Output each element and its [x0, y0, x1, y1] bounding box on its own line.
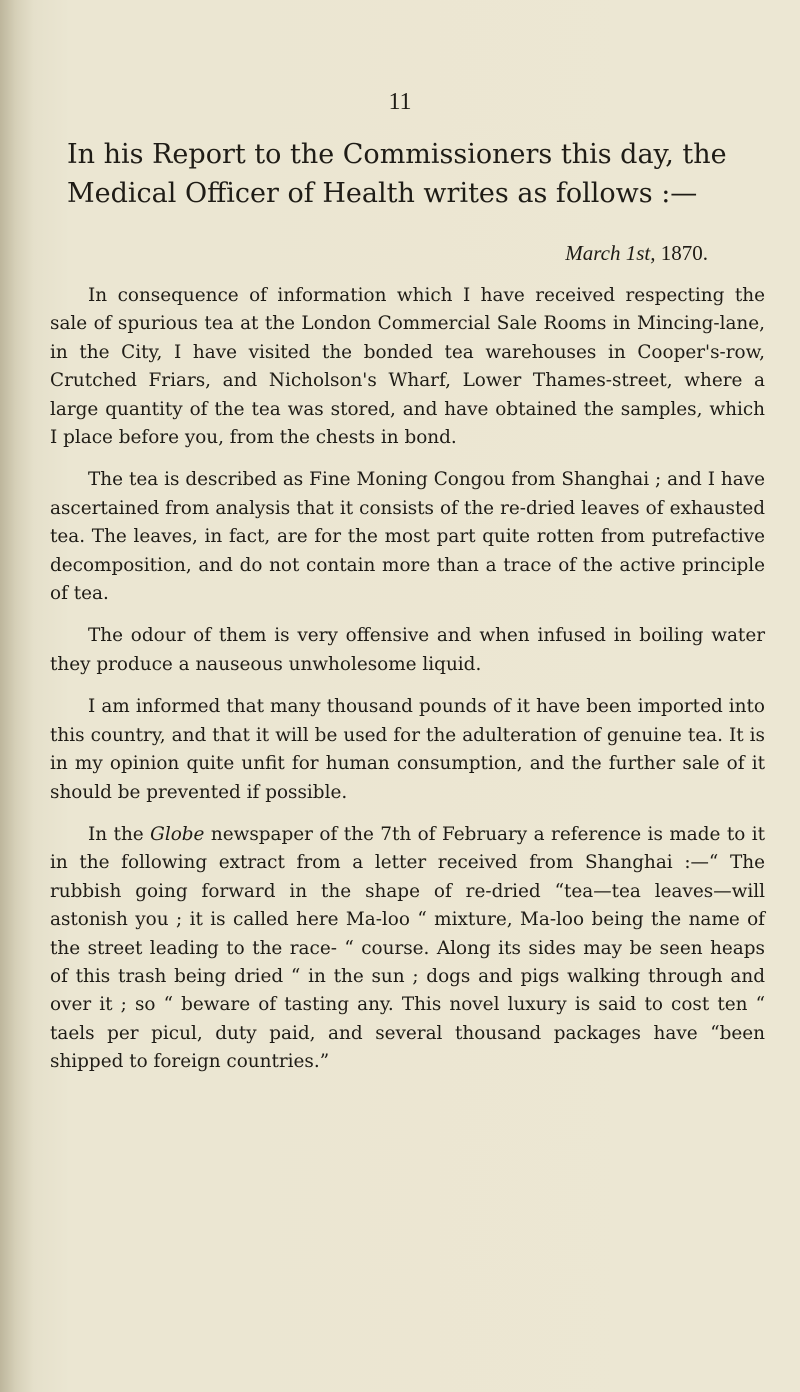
dateline-year: 1870.: [660, 241, 708, 265]
globe-newspaper-name: Globe: [150, 823, 205, 845]
globe-extract-paragraph: [50, 821, 765, 1077]
page-number: 11: [388, 89, 412, 115]
report-body: [50, 282, 765, 1091]
intro-heading: In his Report to the Commissioners this day, the Medical Officer of Health writes as follows :—: [67, 139, 727, 209]
dateline-month-day: March 1st,: [565, 241, 656, 265]
dateline: [565, 241, 708, 266]
globe-before: In the: [88, 823, 151, 845]
paragraph: The odour of them is very offensive and when infused in boiling water they produce a nauseous unwholesome liquid.: [50, 625, 765, 675]
paragraph: In consequence of information which I have received respecting the sale of spurious tea at the London Commercial Sale Rooms in Mincing-lane, in the City, I have visited the bonded tea warehouses in Cooper's-row, Crutched Friars, and Nicholson's Wharf, Lower Thames-street, where a large quantity of the tea was stored, and have obtained the samples, which I place before you, from the chests in bond.: [50, 285, 765, 449]
globe-after: newspaper of the 7th of February a reference is made to it in the following extract from a letter received from Shanghai :—“ The rubbish going forward in the shape of re-dried “tea—tea leaves—will astonish you ; it is called here Ma-loo “ mixture, Ma-loo being the name of the street leading to the race- “ course. Along its sides may be seen heaps of this trash being dried “ in the sun ; dogs and pigs walking through and over it ; so “ beware of tasting any. This novel luxury is said to cost ten “ taels per picul, duty paid, and several thousand packages have “been shipped to foreign countries.”: [50, 823, 766, 1073]
paragraph: The tea is described as Fine Moning Congou from Shanghai ; and I have ascertained from analysis that it consists of the re-dried leaves of exhausted tea. The leaves, in fact, are for the most part quite rotten from putrefactive decomposition, and do not contain more than a trace of the active principle of tea.: [50, 469, 765, 605]
paragraph: I am informed that many thousand pounds of it have been imported into this country, and that it will be used for the adulteration of genuine tea. It is in my opinion quite unfit for human consumption, and the further sale of it should be prevented if possible.: [50, 696, 765, 803]
